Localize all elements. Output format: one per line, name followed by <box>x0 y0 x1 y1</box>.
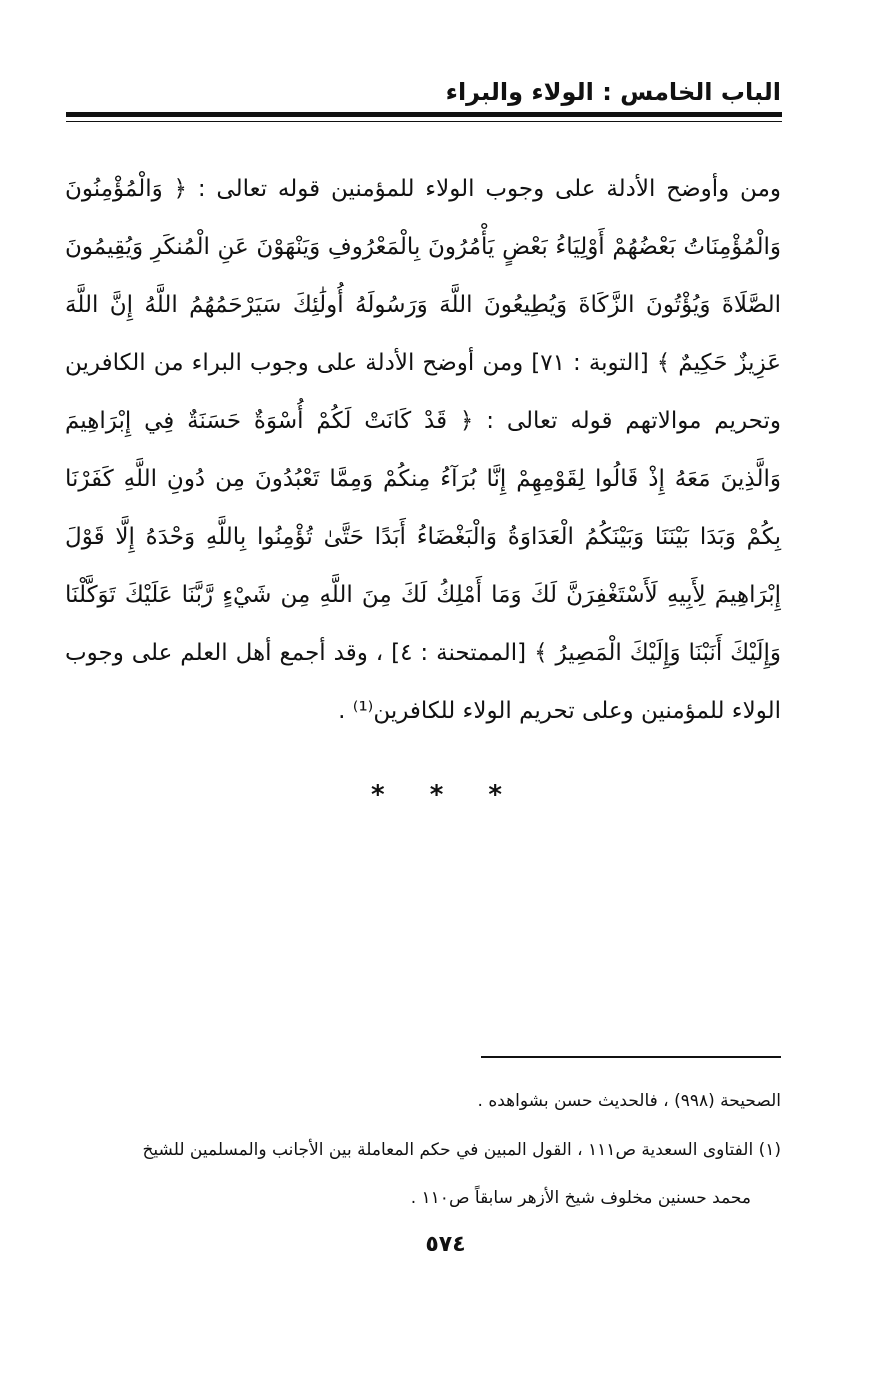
header-rule-thick <box>66 112 782 117</box>
footnote-1-line-1: (١) الفتاوى السعدية ص١١١ ، القول المبين في حكم المعاملة بين الأجانب والمسلمين للشيخ <box>142 1140 781 1160</box>
main-text-block <box>65 160 781 740</box>
main-paragraph: ومن وأوضح الأدلة على وجوب الولاء للمؤمنين قوله تعالى : ﴿ وَالْمُؤْمِنُونَ وَالْمُؤْمِنَاتُ بَعْضُهُمْ أَوْلِيَاءُ بَعْضٍ يَأْمُرُونَ بِالْمَعْرُوفِ وَيَنْهَوْنَ عَنِ الْمُنكَرِ وَيُقِيمُونَ الصَّلَاةَ وَيُؤْتُونَ الزَّكَاةَ وَيُطِيعُونَ اللَّهَ وَرَسُولَهُ أُولَٰئِكَ سَيَرْحَمُهُمُ اللَّهُ إِنَّ اللَّهَ عَزِيزٌ حَكِيمٌ ﴾ [التوبة : ٧١] ومن أوضح الأدلة على وجوب البراء من الكافرين وتحريم موالاتهم قوله تعالى : ﴿ قَدْ كَانَتْ لَكُمْ أُسْوَةٌ حَسَنَةٌ فِي إِبْرَاهِيمَ وَالَّذِينَ مَعَهُ إِذْ قَالُوا لِقَوْمِهِمْ إِنَّا بُرَآءُ مِنكُمْ وَمِمَّا تَعْبُدُونَ مِن دُونِ اللَّهِ كَفَرْنَا بِكُمْ وَبَدَا بَيْنَنَا وَبَيْنَكُمُ الْعَدَاوَةُ وَالْبَغْضَاءُ أَبَدًا حَتَّىٰ تُؤْمِنُوا بِاللَّهِ وَحْدَهُ إِلَّا قَوْلَ إِبْرَاهِيمَ لِأَبِيهِ لَأَسْتَغْفِرَنَّ لَكَ وَمَا أَمْلِكُ لَكَ مِنَ اللَّهِ مِن شَيْءٍ رَّبَّنَا عَلَيْكَ تَوَكَّلْنَا وَإِلَيْكَ أَنَبْنَا وَإِلَيْكَ الْمَصِيرُ ﴾ [الممتحنة : ٤] ، وقد أجمع أهل العلم على وجوب الولاء للمؤمنين وعلى تحريم الولاء للكافرين⁽¹⁾ . <box>65 176 781 724</box>
chapter-header-title: الباب الخامس : الولاء والبراء <box>445 78 781 106</box>
page-number: ٥٧٤ <box>425 1232 466 1257</box>
footnote-continuation: الصحيحة (٩٩٨) ، فالحديث حسن بشواهده . <box>477 1091 781 1111</box>
footnote-rule <box>481 1056 781 1058</box>
header-rule-thin <box>66 121 782 122</box>
footnote-1-line-2: محمد حسنين مخلوف شيخ الأزهر سابقاً ص١١٠ . <box>410 1188 751 1208</box>
section-separator: * * * <box>371 780 520 810</box>
